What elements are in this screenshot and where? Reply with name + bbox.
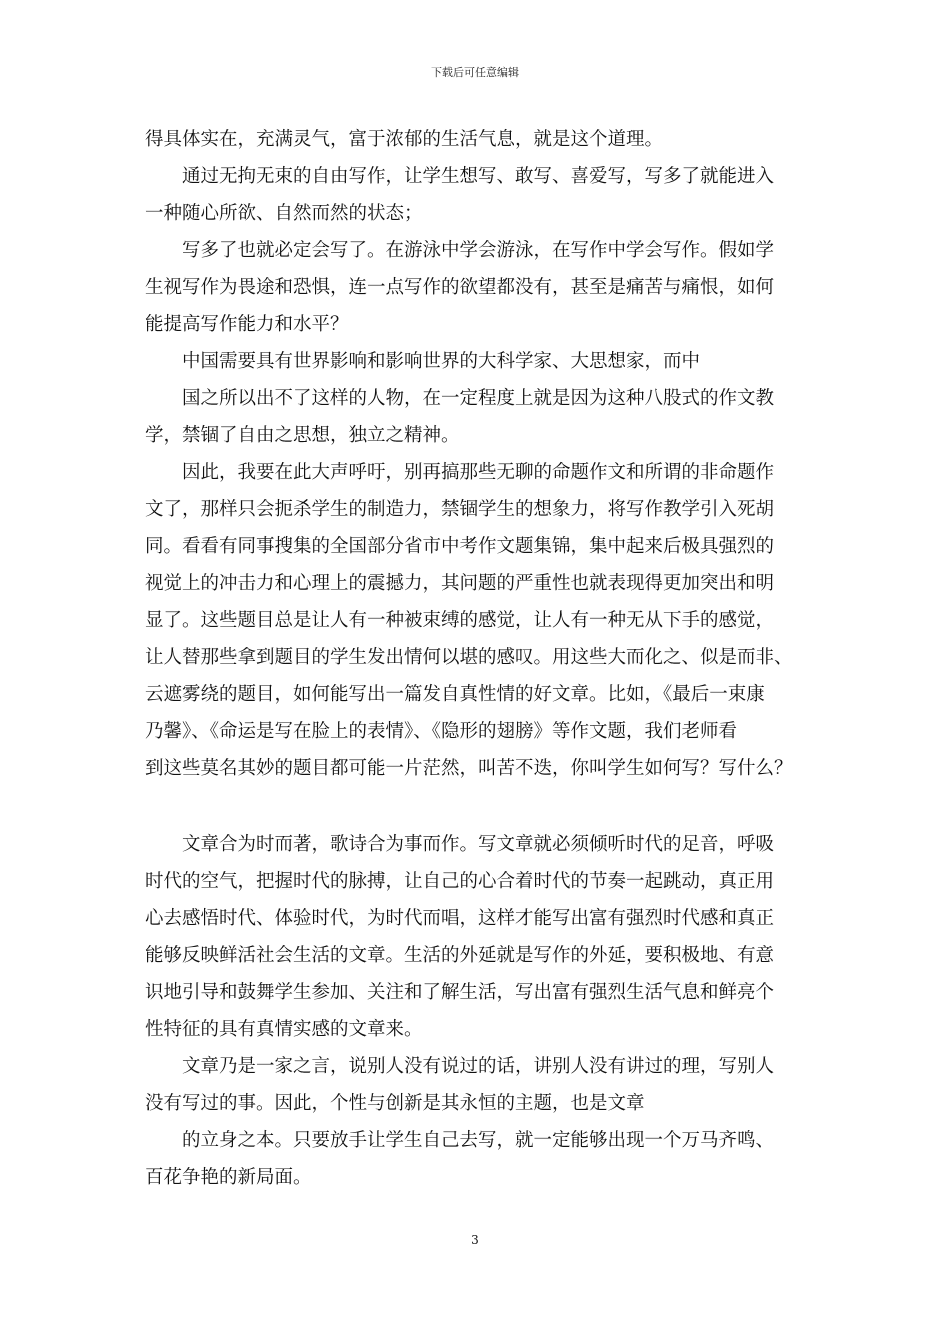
- body-line: 云遮雾绕的题目，如何能写出一篇发自真性情的好文章。比如，《最后一束康: [145, 684, 765, 705]
- body-line: 让人替那些拿到题目的学生发出情何以堪的感叹。用这些大而化之、似是而非、: [145, 647, 793, 668]
- body-line: 显了。这些题目总是让人有一种被束缚的感觉，让人有一种无从下手的感觉，: [145, 610, 775, 631]
- body-line: 生视写作为畏途和恐惧，连一点写作的欲望都没有，甚至是痛苦与痛恨，如何: [145, 277, 775, 298]
- body-line: 没有写过的事。因此，个性与创新是其永恒的主题，也是文章: [145, 1093, 645, 1114]
- body-line: 因此，我要在此大声呼吁，别再搞那些无聊的命题作文和所谓的非命题作: [145, 462, 775, 483]
- body-line: 性特征的具有真情实感的文章来。: [145, 1019, 423, 1040]
- body-line: 一种随心所欲、自然而然的状态；: [145, 203, 423, 224]
- body-line: 文章合为时而著，歌诗合为事而作。写文章就必须倾听时代的足音，呼吸: [145, 834, 775, 855]
- body-line: 通过无拘无束的自由写作，让学生想写、敢写、喜爱写，写多了就能进入: [145, 166, 775, 187]
- body-line: 中国需要具有世界影响和影响世界的大科学家、大思想家，而中: [145, 351, 701, 372]
- body-line: 乃馨》、《命运是写在脸上的表情》、《隐形的翅膀》等作文题，我们老师看: [145, 721, 738, 742]
- body-line: 百花争艳的新局面。: [145, 1167, 312, 1188]
- body-line: 到这些莫名其妙的题目都可能一片茫然，叫苦不迭，你叫学生如何写？写什么？: [145, 758, 793, 779]
- body-line: 能提高写作能力和水平？: [145, 314, 349, 335]
- body-line: 文了，那样只会扼杀学生的制造力，禁锢学生的想象力，将写作教学引入死胡: [145, 499, 775, 520]
- body-line: 文章乃是一家之言，说别人没有说过的话，讲别人没有讲过的理，写别人: [145, 1056, 775, 1077]
- body-line: 时代的空气，把握时代的脉搏，让自己的心合着时代的节奏一起跳动，真正用: [145, 871, 775, 892]
- body-line: 同。看看有同事搜集的全国部分省市中考作文题集锦，集中起来后极具强烈的: [145, 536, 775, 557]
- body-line: 能够反映鲜活社会生活的文章。生活的外延就是写作的外延，要积极地、有意: [145, 945, 775, 966]
- body-line: 学，禁锢了自由之思想，独立之精神。: [145, 425, 460, 446]
- page-number: 3: [471, 1233, 479, 1247]
- body-line: 识地引导和鼓舞学生参加、关注和了解生活，写出富有强烈生活气息和鲜亮个: [145, 982, 775, 1003]
- body-line: 得具体实在，充满灵气，富于浓郁的生活气息，就是这个道理。: [145, 129, 664, 150]
- body-line: 心去感悟时代、体验时代，为时代而唱，这样才能写出富有强烈时代感和真正: [145, 908, 775, 929]
- page-header: 下载后可任意编辑: [431, 66, 519, 79]
- body-line: 的立身之本。只要放手让学生自己去写，就一定能够出现一个万马齐鸣、: [145, 1130, 775, 1151]
- body-line: 视觉上的冲击力和心理上的震撼力，其问题的严重性也就表现得更加突出和明: [145, 573, 775, 594]
- body-line: 写多了也就必定会写了。在游泳中学会游泳，在写作中学会写作。假如学: [145, 240, 775, 261]
- body-line: 国之所以出不了这样的人物，在一定程度上就是因为这种八股式的作文教: [145, 388, 775, 409]
